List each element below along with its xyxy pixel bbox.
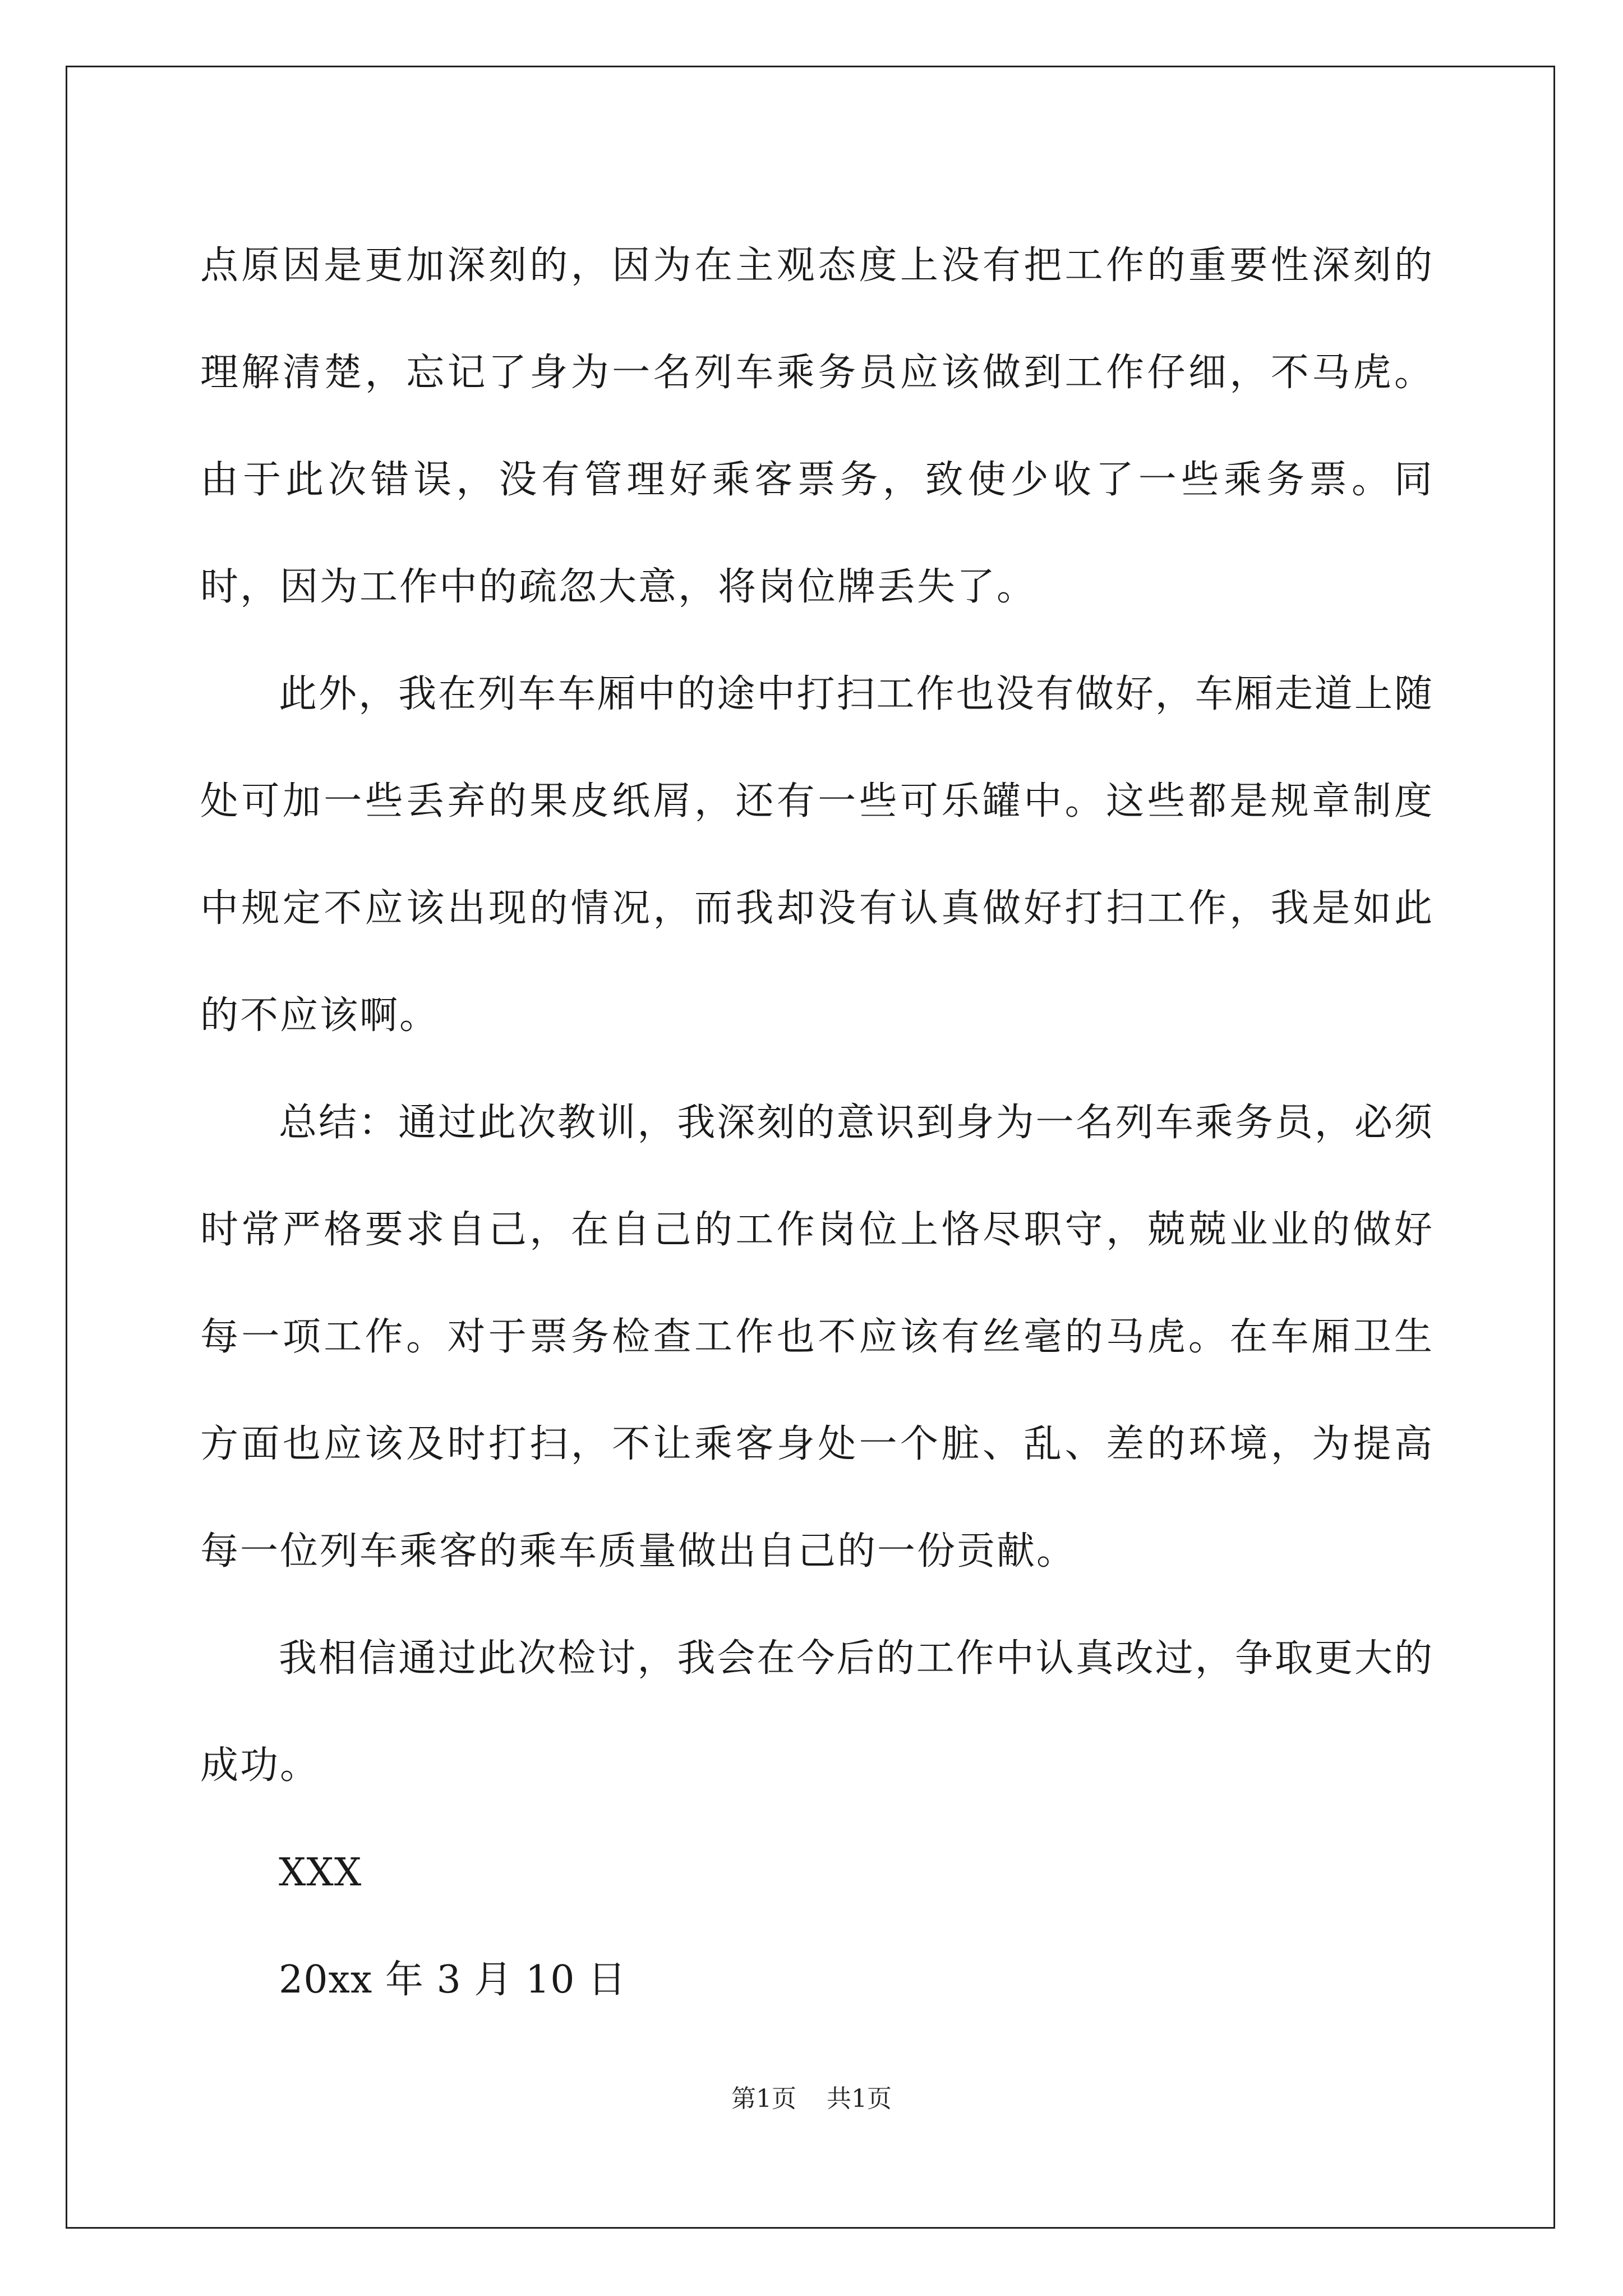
page-number-current: 第1页	[731, 2085, 796, 2113]
document-body	[200, 212, 1434, 2033]
date: 20xx 年 3 月 10 日	[279, 1958, 627, 2002]
paragraph-closing: 我相信通过此次检讨，我会在今后的工作中认真改过，争取更大的成功。	[200, 1636, 1434, 1788]
signature: XXX	[279, 1851, 362, 1895]
page-number-total: 共1页	[827, 2085, 892, 2113]
page-footer	[0, 2082, 1623, 2116]
paragraph-cleaning: 此外，我在列车车厢中的途中打扫工作也没有做好，车厢走道上随处可加一些丢弃的果皮纸屑，还有一些可乐罐中。这些都是规章制度中规定不应该出现的情况，而我却没有认真做好打扫工作，我是如此的不应该啊。	[200, 672, 1434, 1038]
paragraph-summary: 总结：通过此次教训，我深刻的意识到身为一名列车乘务员，必须时常严格要求自己，在自己的工作岗位上恪尽职守，兢兢业业的做好每一项工作。对于票务检查工作也不应该有丝毫的马虎。在车厢卫生方面也应该及时打扫，不让乘客身处一个脏、乱、差的环境，为提高每一位列车乘客的乘车质量做出自己的一份贡献。	[200, 1101, 1434, 1573]
paragraph-continued: 点原因是更加深刻的，因为在主观态度上没有把工作的重要性深刻的理解清楚，忘记了身为一名列车乘务员应该做到工作仔细，不马虎。由于此次错误，没有管理好乘客票务，致使少收了一些乘务票。同时，因为工作中的疏忽大意，将岗位牌丢失了。	[200, 243, 1434, 609]
